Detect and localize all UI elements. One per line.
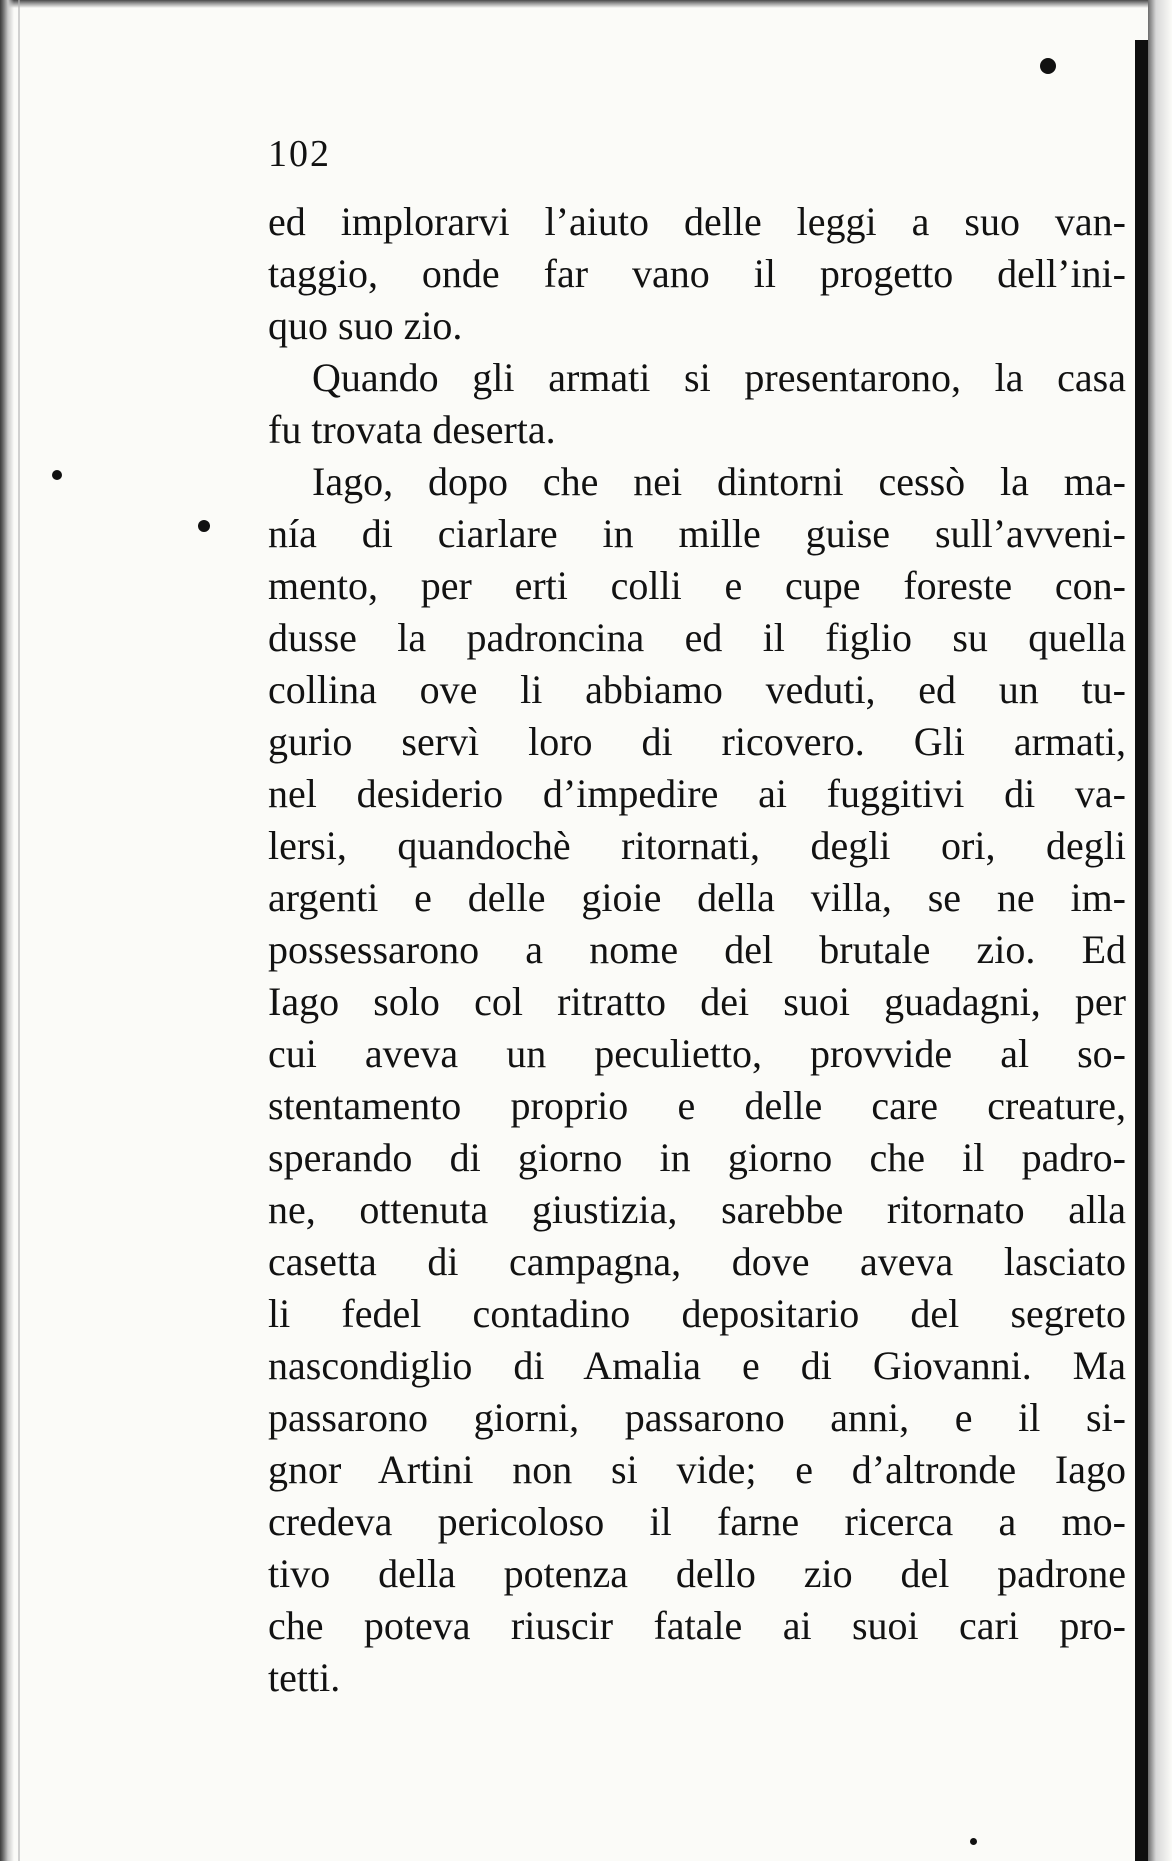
text-line: li fedel contadino depositario del segreto	[268, 1291, 1126, 1336]
page-top-edge	[0, 0, 1172, 8]
text-line: credeva pericoloso il farne ricerca a mo-	[268, 1499, 1126, 1544]
text-line: ne, ottenuta giustizia, sarebbe ritornato alla	[268, 1187, 1126, 1232]
page-left-rule	[18, 0, 20, 1861]
ink-speck	[970, 1838, 977, 1845]
text-line: ed implorarvi l’aiuto delle leggi a suo van-	[268, 199, 1126, 244]
text-line: lersi, quandochè ritornati, degli ori, degli	[268, 823, 1126, 868]
page-left-edge	[0, 0, 14, 1861]
body-text	[268, 196, 1126, 1704]
ink-speck	[52, 470, 62, 480]
text-line: Iago, dopo che nei dintorni cessò la ma-	[312, 459, 1126, 504]
text-line: tetti.	[268, 1655, 341, 1700]
ink-speck	[1040, 58, 1056, 74]
text-line: stentamento proprio e delle care creature,	[268, 1083, 1126, 1128]
text-line: Quando gli armati si presentarono, la casa	[312, 355, 1126, 400]
text-line: casetta di campagna, dove aveva lasciato	[268, 1239, 1126, 1284]
page-number: 102	[268, 133, 331, 175]
text-line: gurio servì loro di ricovero. Gli armati,	[268, 719, 1126, 764]
text-line: che poteva riuscir fatale ai suoi cari pro-	[268, 1603, 1126, 1648]
text-line: quo suo zio.	[268, 303, 463, 348]
text-line: tivo della potenza dello zio del padrone	[268, 1551, 1126, 1596]
text-line: passarono giorni, passarono anni, e il si-	[268, 1395, 1126, 1440]
ink-speck	[198, 520, 210, 532]
text-line: nascondiglio di Amalia e di Giovanni. Ma	[268, 1343, 1126, 1388]
text-line: dusse la padroncina ed il figlio su quella	[268, 615, 1126, 660]
page-right-edge-bar	[1135, 40, 1148, 1861]
text-line: nía di ciarlare in mille guise sull’avveni-	[268, 511, 1126, 556]
text-line: Iago solo col ritratto dei suoi guadagni, per	[268, 979, 1126, 1024]
text-line: argenti e delle gioie della villa, se ne im-	[268, 875, 1126, 920]
text-line: mento, per erti colli e cupe foreste con-	[268, 563, 1126, 608]
text-line: nel desiderio d’impedire ai fuggitivi di va-	[268, 771, 1126, 816]
text-line: taggio, onde far vano il progetto dell’ini-	[268, 251, 1126, 296]
text-line: sperando di giorno in giorno che il padro-	[268, 1135, 1126, 1180]
text-line: possessarono a nome del brutale zio. Ed	[268, 927, 1126, 972]
text-line: collina ove li abbiamo veduti, ed un tu-	[268, 667, 1126, 712]
text-line: fu trovata deserta.	[268, 407, 556, 452]
text-line: cui aveva un peculietto, provvide al so-	[268, 1031, 1126, 1076]
page-right-edge	[1148, 0, 1172, 1861]
text-line: gnor Artini non si vide; e d’altronde Iago	[268, 1447, 1126, 1492]
